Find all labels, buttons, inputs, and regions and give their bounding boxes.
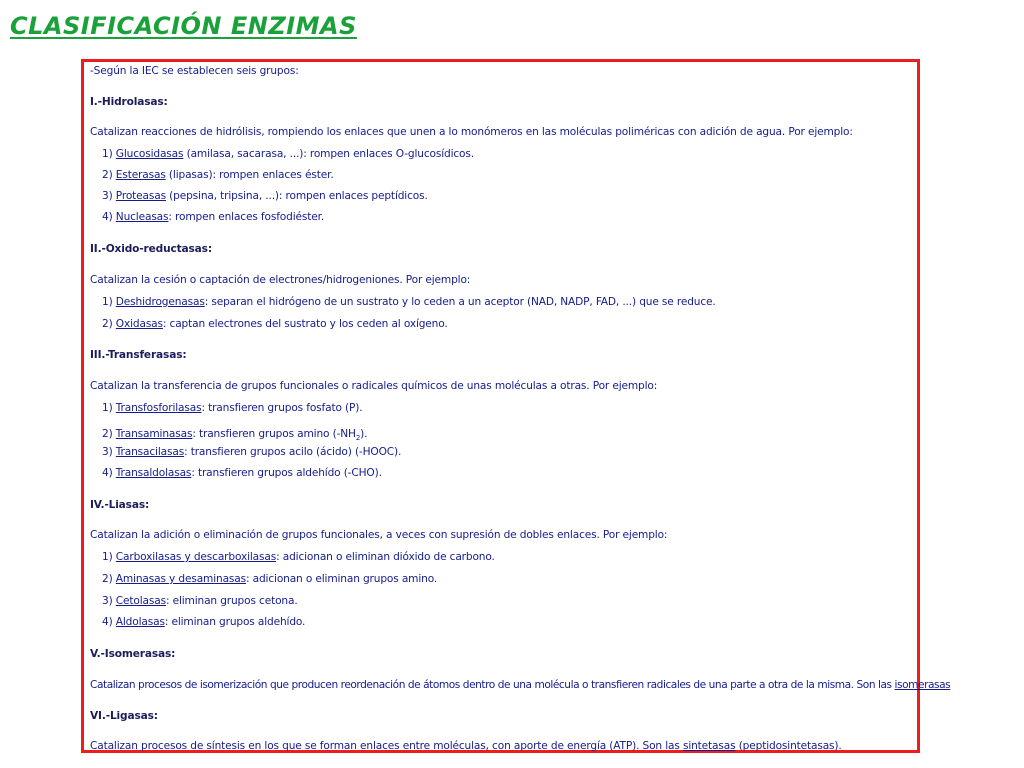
list-item xyxy=(102,317,448,331)
list-item xyxy=(102,466,382,480)
description-text-after: (peptidosintetasas). xyxy=(735,740,842,752)
enzyme-term: Transaminasas xyxy=(115,428,193,440)
enzyme-term: Transacilasas xyxy=(115,446,185,458)
item-number: 2) xyxy=(102,573,116,585)
enzyme-term: Proteasas xyxy=(115,190,166,202)
list-item xyxy=(102,427,367,441)
enzyme-term: Oxidasas xyxy=(115,318,163,330)
item-text: : separan el hidrógeno de un sustrato y lo ceden a un aceptor (NAD, NADP, FAD, ...) que se reduce. xyxy=(204,296,716,308)
item-number: 1) xyxy=(102,148,116,160)
enzyme-term: Esterasas xyxy=(115,169,166,181)
subscript: 2 xyxy=(355,434,361,443)
list-item xyxy=(102,572,437,586)
item-number: 2) xyxy=(102,428,116,440)
item-number: 2) xyxy=(102,318,116,330)
item-number: 4) xyxy=(102,211,116,223)
item-text: : transfieren grupos amino (-NH xyxy=(192,428,356,440)
group-description-isomerasas xyxy=(90,678,950,692)
item-text: (pepsina, tripsina, ...): rompen enlaces peptídicos. xyxy=(165,190,428,202)
item-number: 3) xyxy=(102,190,116,202)
list-item xyxy=(102,147,474,161)
item-number: 3) xyxy=(102,446,116,458)
item-text: : captan electrones del sustrato y los ceden al oxígeno. xyxy=(162,318,448,330)
item-text: : adicionan o eliminan grupos amino. xyxy=(246,573,438,585)
item-text: : transfieren grupos fosfato (P). xyxy=(201,402,363,414)
list-item xyxy=(102,615,305,629)
item-number: 4) xyxy=(102,467,116,479)
item-number: 3) xyxy=(102,595,116,607)
item-number: 1) xyxy=(102,551,116,563)
group-heading-isomerasas: V.-Isomerasas: xyxy=(90,648,176,660)
item-text-after: ). xyxy=(360,428,368,440)
list-item xyxy=(102,550,495,564)
enzyme-term: Deshidrogenasas xyxy=(115,296,205,308)
page-title: CLASIFICACIÓN ENZIMAS xyxy=(10,12,357,40)
enzyme-term: Cetolasas xyxy=(115,595,166,607)
item-number: 1) xyxy=(102,402,116,414)
description-text: Catalizan procesos de isomerización que producen reordenación de átomos dentro de una molécula o transfieren radicales de una parte a otra de la misma. Son las xyxy=(90,679,895,691)
group-heading-transferasas: III.-Transferasas: xyxy=(90,349,187,361)
enzyme-term: Carboxilasas y descarboxilasas xyxy=(115,551,277,563)
enzyme-term: Aldolasas xyxy=(115,616,165,628)
list-item xyxy=(102,168,334,182)
group-heading-hidrolasas: I.-Hidrolasas: xyxy=(90,96,168,108)
group-heading-ligasas: VI.-Ligasas: xyxy=(90,710,158,722)
list-item xyxy=(102,445,401,459)
enzyme-term: sintetasas xyxy=(682,740,736,752)
item-text: : rompen enlaces fosfodiéster. xyxy=(168,211,325,223)
enzyme-term: Transfosforilasas xyxy=(115,402,202,414)
item-text: : eliminan grupos cetona. xyxy=(165,595,298,607)
item-text: (amilasa, sacarasa, ...): rompen enlaces O-glucosídicos. xyxy=(183,148,474,160)
item-text: : transfieren grupos aldehído (-CHO). xyxy=(191,467,382,479)
list-item xyxy=(102,594,298,608)
item-number: 4) xyxy=(102,616,116,628)
group-description-hidrolasas: Catalizan reacciones de hidrólisis, rompiendo los enlaces que unen a lo monómeros en las moléculas poliméricas con adición de agua. Por ejemplo: xyxy=(90,126,853,138)
list-item xyxy=(102,189,428,203)
group-description-transferasas: Catalizan la transferencia de grupos funcionales o radicales químicos de unas moléculas a otras. Por ejemplo: xyxy=(90,380,658,392)
item-text: : eliminan grupos aldehído. xyxy=(164,616,306,628)
enzyme-term: Glucosidasas xyxy=(115,148,184,160)
enzyme-term: Transaldolasas xyxy=(115,467,192,479)
group-description-oxido-reductasas: Catalizan la cesión o captación de electrones/hidrogeniones. Por ejemplo: xyxy=(90,274,471,286)
item-text: (lipasas): rompen enlaces éster. xyxy=(165,169,334,181)
group-heading-liasas: IV.-Liasas: xyxy=(90,499,150,511)
group-description-ligasas xyxy=(90,739,842,753)
enzyme-term: Aminasas y desaminasas xyxy=(115,573,246,585)
enzyme-term: isomerasas xyxy=(894,679,951,691)
group-heading-oxido-reductasas: II.-Oxido-reductasas: xyxy=(90,243,212,255)
list-item xyxy=(102,401,362,415)
list-item xyxy=(102,295,716,309)
intro-text: -Según la IEC se establecen seis grupos: xyxy=(90,65,299,77)
item-text: : transfieren grupos acilo (ácido) (-HOOC). xyxy=(184,446,402,458)
group-description-liasas: Catalizan la adición o eliminación de grupos funcionales, a veces con supresión de dobles enlaces. Por ejemplo: xyxy=(90,529,668,541)
content-frame xyxy=(81,59,951,753)
list-item xyxy=(102,210,324,224)
item-number: 1) xyxy=(102,296,116,308)
item-number: 2) xyxy=(102,169,116,181)
enzyme-term: Nucleasas xyxy=(115,211,169,223)
description-text: Catalizan procesos de síntesis en los que se forman enlaces entre moléculas, con aporte de energía (ATP). Son las xyxy=(90,740,683,752)
item-text: : adicionan o eliminan dióxido de carbono. xyxy=(276,551,495,563)
